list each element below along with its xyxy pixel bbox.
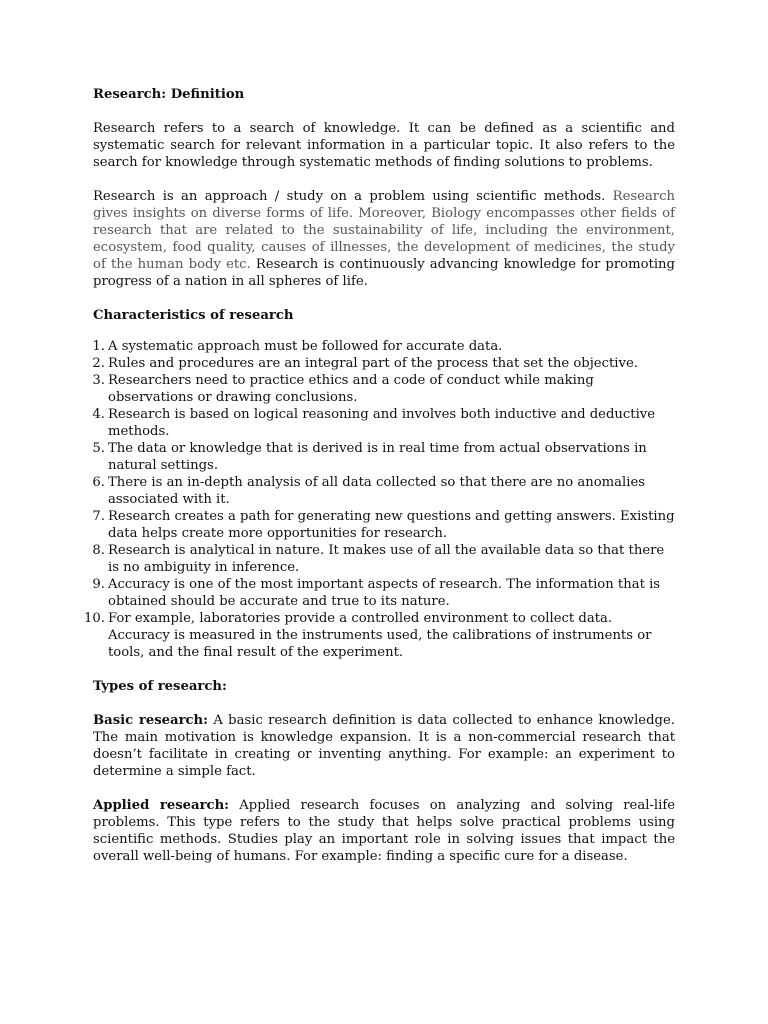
list-item-text: There is an in-depth analysis of all data collected so that there are no anomalies associated with it. [108,475,646,507]
definition-paragraph-2-part-c: Research is continuously advancing knowledge for promoting progress of a nation in all spheres of life. [93,257,675,289]
list-item [93,355,675,372]
list-item [93,406,675,440]
list-item-text: Rules and procedures are an integral part of the process that set the objective. [108,356,638,371]
list-item [93,542,675,576]
list-item-number: 6. [92,475,105,490]
list-item-text: Research is analytical in nature. It makes use of all the available data so that there is no ambiguity in inference. [108,543,665,575]
definition-heading: Research: Definition [93,87,245,102]
list-item [93,576,675,610]
list-item-number: 9. [92,577,105,592]
list-item-number: 3. [92,373,105,388]
list-item-text: For example, laboratories provide a controlled environment to collect data. Accuracy is measured in the instruments used, the calibrations of instruments or tools, and the final result of the experiment. [108,611,652,660]
list-item [93,372,675,406]
list-item-number: 5. [92,441,105,456]
list-item [93,508,675,542]
list-item [84,610,675,661]
list-item-text: Research is based on logical reasoning and involves both inductive and deductive methods. [108,407,656,439]
list-item-number: 10. [84,611,105,626]
types-heading: Types of research: [93,679,227,694]
document-page [84,86,676,865]
basic-research-text: A basic research definition is data collected to enhance knowledge. The main motivation is knowledge expansion. It is a non-commercial research that doesn’t facilitate in creating or inventing anything. For example: an experiment to determine a simple fact. [93,713,675,779]
list-item-number: 2. [92,356,105,371]
list-item [93,338,675,355]
list-item [93,440,675,474]
applied-research-paragraph [93,797,675,865]
list-item-text: Researchers need to practice ethics and a code of conduct while making observations or drawing conclusions. [108,373,594,405]
definition-paragraph-2-part-b: Research gives insights on diverse forms of life. Moreover, Biology encompasses other fields of research that are related to the sustainability of life, including the environment, ecosystem, food quality, causes of illnesses, the development of medicines, the study of the human body etc. [93,189,675,272]
list-item-number: 7. [92,509,105,524]
definition-paragraph-2-part-a: Research is an approach / study on a problem using scientific methods. [93,189,613,204]
characteristics-list [84,338,675,661]
characteristics-heading: Characteristics of research [93,308,294,323]
definition-paragraph-2 [93,188,675,290]
list-item-text: A systematic approach must be followed for accurate data. [108,339,503,354]
list-item-number: 8. [92,543,105,558]
basic-research-paragraph [93,712,675,780]
applied-research-text: Applied research focuses on analyzing and solving real-life problems. This type refers to the study that helps solve practical problems using scientific methods. Studies play an important role in solving issues that impact the overall well-being of humans. For example: finding a specific cure for a disease. [93,798,676,864]
list-item-number: 4. [92,407,105,422]
definition-paragraph-1: Research refers to a search of knowledge. It can be defined as a scientific and systematic search for relevant information in a particular topic. It also refers to the search for knowledge through systematic methods of finding solutions to problems. [93,121,675,170]
applied-research-label: Applied research: [93,798,230,813]
list-item-text: The data or knowledge that is derived is in real time from actual observations in natural settings. [108,441,647,473]
list-item-text: Research creates a path for generating new questions and getting answers. Existing data helps create more opportunities for research. [108,509,675,541]
list-item [93,474,675,508]
basic-research-label: Basic research: [93,713,209,728]
list-item-number: 1. [92,339,105,354]
list-item-text: Accuracy is one of the most important aspects of research. The information that is obtained should be accurate and true to its nature. [108,577,661,609]
